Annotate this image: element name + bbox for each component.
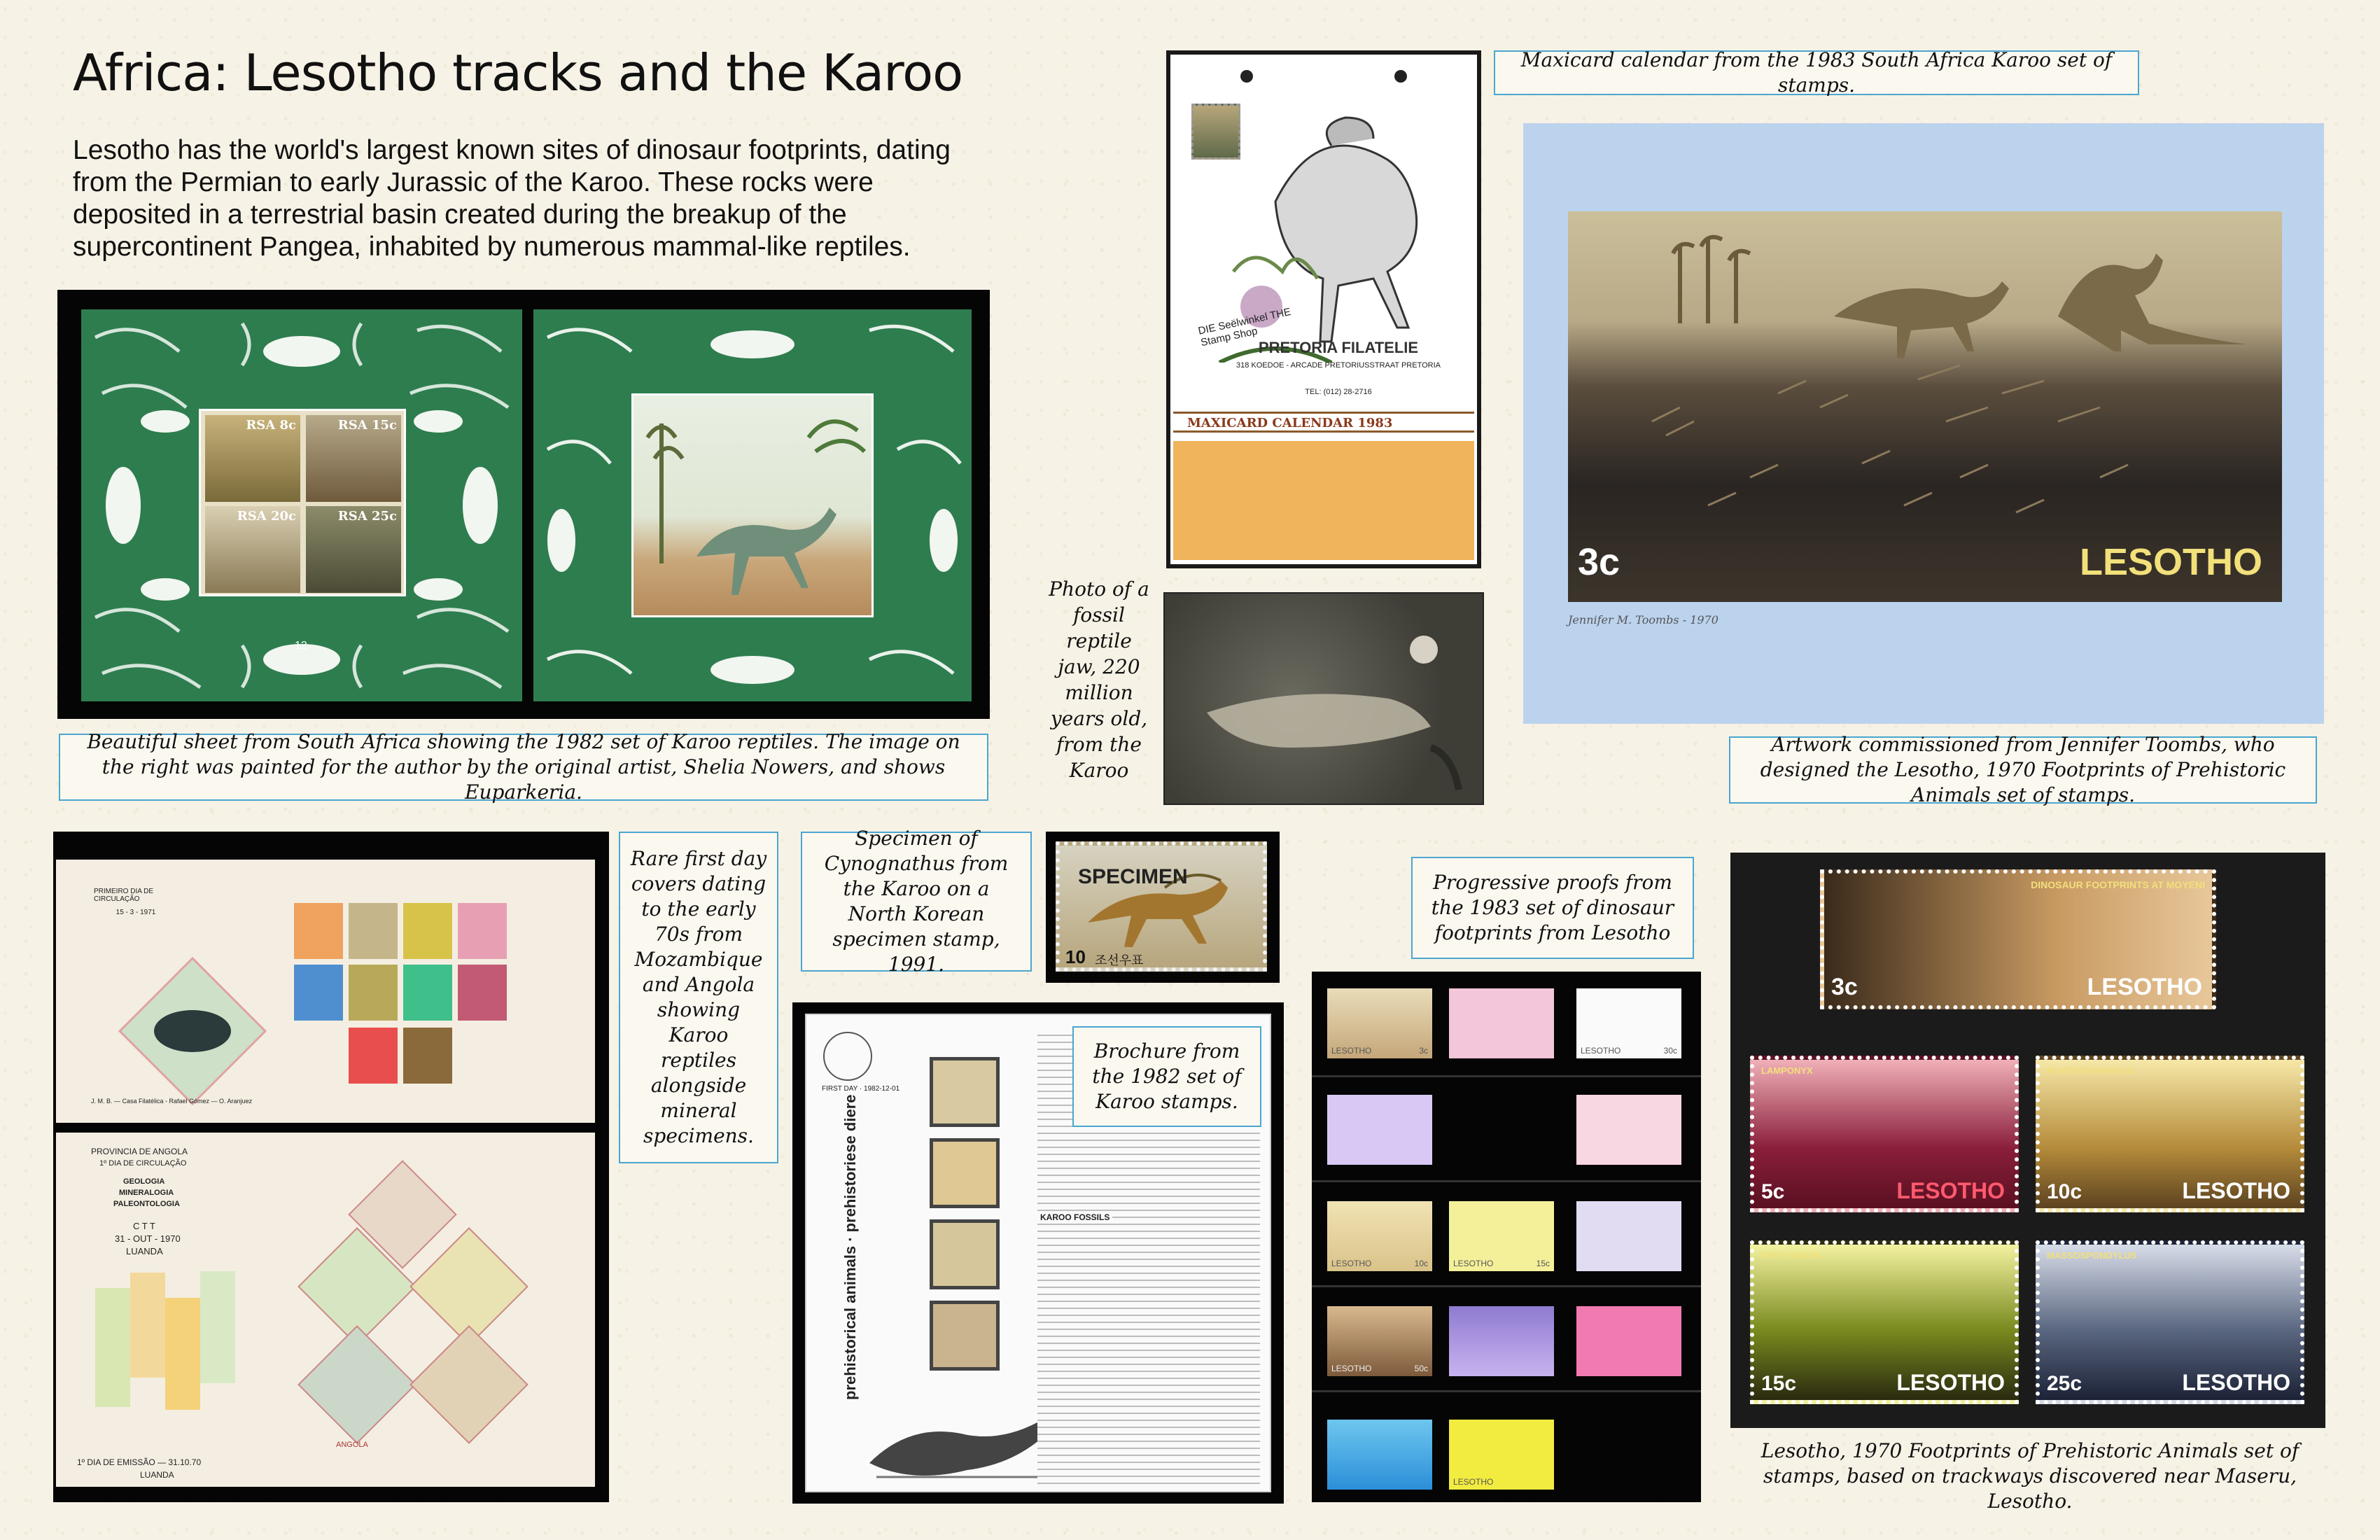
- proof-stamp: [1327, 1420, 1432, 1490]
- proof-stamp: [1327, 1095, 1432, 1165]
- sheet-stamp-block: [199, 409, 406, 596]
- proof-stamp: [1576, 1306, 1681, 1376]
- moz-stamp-7: [403, 965, 452, 1021]
- stamp-country: LESOTHO: [2182, 1370, 2290, 1395]
- angola-bar-2: [130, 1273, 165, 1378]
- artwork-design: [1568, 211, 2282, 602]
- proof-label: LESOTHO: [1331, 1259, 1372, 1268]
- moz-stamp-4: [458, 903, 507, 959]
- brochure-vertical-title: prehistorical animals · prehistoriese diere: [841, 1094, 859, 1400]
- proof-row-divider: [1312, 1285, 1701, 1287]
- lesotho-set-caption: Lesotho, 1970 Footprints of Prehistoric Animals set of stamps, based on trackways discovered near Maseru, Lesotho.: [1760, 1439, 2300, 1513]
- stamp-value: 15c: [1761, 1372, 1797, 1395]
- stamp-country: LESOTHO: [1896, 1370, 2005, 1395]
- sheet-stamp-25c: [306, 506, 401, 593]
- lesotho-stamp-5c: [1750, 1056, 2019, 1212]
- moz-stamp-2: [349, 903, 398, 959]
- maxicard-shop: DIE Seëlwinkel THE Stamp Shop: [1197, 305, 1292, 349]
- moz-stamp-6: [349, 965, 398, 1021]
- angola-footer: 1º DIA DE EMISSÃO — 31.10.70: [77, 1457, 202, 1467]
- angola-line6: C T T: [133, 1221, 155, 1231]
- stamp-value: 10c: [2047, 1180, 2082, 1203]
- proofs-caption: Progressive proofs from the 1983 set of dinosaur footprints from Lesotho: [1411, 857, 1694, 959]
- jaw-caption: Photo of a fossil reptile jaw, 220 million years old, from the Karoo: [1049, 578, 1149, 782]
- specimen-caption: Specimen of Cynognathus from the Karoo on a North Korean specimen stamp, 1991.: [801, 832, 1032, 972]
- stamp-name: PLATEOSAURAVUS: [2047, 1065, 2134, 1076]
- moz-cover-title: PRIMEIRO DIA DE CIRCULAÇÃO: [94, 888, 154, 903]
- specimen-stamp: [1056, 841, 1267, 972]
- specimen-stamp-panel: [1046, 832, 1280, 983]
- angola-line5: PALEONTOLOGIA: [113, 1200, 180, 1208]
- moz-stamp-1: [294, 903, 343, 959]
- angola-line1: PROVINCIA DE ANGOLA: [91, 1147, 188, 1156]
- covers-panel: [53, 832, 609, 1502]
- toombs-artwork: [1523, 123, 2324, 724]
- brochure-stamp-4: [930, 1301, 1000, 1371]
- calendar-hole-right: [1394, 70, 1407, 83]
- brochure-first-day-label: FIRST DAY · 1982-12-01: [822, 1085, 900, 1093]
- proof-row-divider: [1312, 1075, 1701, 1077]
- specimen-value: 10: [1065, 946, 1086, 967]
- stamp-name: MASSOSPONDYLUS: [2047, 1250, 2137, 1261]
- sheet-panel: [57, 290, 990, 719]
- proof-stamp: [1576, 988, 1681, 1058]
- proof-stamp: [1327, 1201, 1432, 1271]
- euparkeria-illustration: [634, 396, 876, 620]
- angola-bar-3: [165, 1298, 200, 1410]
- brochure-heading: KAROO FOSSILS: [1037, 1211, 1112, 1224]
- calendar-hole-left: [1240, 70, 1253, 83]
- sheet-stamp-label: RSA 20c: [237, 509, 296, 524]
- artwork-value: 3c: [1578, 541, 1620, 583]
- moz-stamp-8: [458, 965, 507, 1021]
- moz-stamp-5: [294, 965, 343, 1021]
- angola-bar-1: [95, 1288, 130, 1407]
- moz-cover-reptile: [154, 1010, 231, 1052]
- mozambique-cover: [56, 860, 595, 1123]
- proof-label: LESOTHO: [1331, 1364, 1372, 1373]
- stamp-value: 3c: [1831, 974, 1858, 1000]
- brochure-stamp-2: [930, 1138, 1000, 1208]
- angola-cover: [56, 1133, 595, 1487]
- angola-stamp-label: ANGOLA: [336, 1441, 368, 1449]
- maxicard-calendar: [1166, 50, 1481, 568]
- sheet-stamp-label: RSA 8c: [246, 418, 296, 433]
- angola-line3: GEOLOGIA: [123, 1177, 165, 1186]
- proof-stamp: [1576, 1095, 1681, 1165]
- proof-row-divider: [1312, 1180, 1701, 1182]
- fossil-jaw-photo: [1163, 592, 1484, 805]
- angola-diamond-4: [298, 1325, 416, 1444]
- proof-stamp: [1327, 988, 1432, 1058]
- cynognathus-illustration: [1060, 846, 1263, 967]
- brochure-stamp-3: [930, 1219, 1000, 1289]
- maxicard-calendar-title: MAXICARD CALENDAR 1983: [1173, 412, 1474, 433]
- stamp-name: LAMPONYX: [1761, 1065, 1813, 1076]
- maxicard-caption: Maxicard calendar from the 1983 South Africa Karoo set of stamps.: [1494, 50, 2139, 95]
- artwork-caption: Artwork commissioned from Jennifer Toombs, who designed the Lesotho, 1970 Footprints of Prehistoric Animals set of stamps.: [1729, 736, 2317, 804]
- specimen-overprint: SPECIMEN: [1078, 865, 1188, 888]
- page-title: Africa: Lesotho tracks and the Karoo: [73, 43, 963, 102]
- maxicard-shop-name: PRETORIA FILATELIE: [1258, 339, 1419, 356]
- proof-label: LESOTHO: [1581, 1046, 1621, 1056]
- artwork-country: LESOTHO: [2079, 541, 2262, 583]
- sheet-number: 12: [295, 640, 307, 652]
- sheet-stamp-8c: [205, 415, 300, 502]
- angola-line2: 1º DIA DE CIRCULAÇÃO: [99, 1159, 187, 1168]
- angola-line4: MINERALOGIA: [119, 1189, 174, 1197]
- miniature-sheet: [81, 309, 522, 701]
- proof-value: 30c: [1663, 1046, 1677, 1056]
- proof-value: 50c: [1414, 1364, 1428, 1373]
- moz-stamp-10: [349, 1028, 398, 1084]
- proof-value: 3c: [1419, 1046, 1428, 1056]
- lesotho-stamp-10c: [2036, 1056, 2304, 1212]
- brochure-stamp-1: [930, 1057, 1000, 1127]
- proof-stamp: [1449, 988, 1554, 1058]
- proof-stamp: [1449, 1306, 1554, 1376]
- lesotho-stamp-25c: [2036, 1240, 2304, 1404]
- artwork-signature: Jennifer M. Toombs - 1970: [1568, 613, 1718, 626]
- proof-label: LESOTHO: [1331, 1046, 1372, 1056]
- specimen-country: 조선우표: [1095, 953, 1144, 967]
- sheet-stamp-label: RSA 15c: [337, 418, 397, 433]
- stamp-name: DINOSAUR FOOTPRINTS AT MOYENI: [2031, 879, 2205, 890]
- angola-footer-city: LUANDA: [140, 1470, 174, 1480]
- moz-stamp-3: [403, 903, 452, 959]
- angola-bar-4: [200, 1271, 235, 1383]
- proof-stamp: [1449, 1201, 1554, 1271]
- proof-value: 10c: [1414, 1259, 1428, 1268]
- proof-stamp: [1449, 1420, 1554, 1490]
- sheet-stamp-20c: [205, 506, 300, 593]
- jaw-illustration: [1165, 594, 1485, 806]
- moz-stamp-9: [403, 1028, 452, 1084]
- sheet-stamp-15c: [306, 415, 401, 502]
- moz-cover-footer: J. M. B. — Casa Filatélica - Rafael Gómez — O. Aranjuez: [91, 1098, 253, 1105]
- stamp-name: TRITYLODON: [1761, 1250, 1821, 1261]
- sheet-caption: Beautiful sheet from South Africa showing the 1982 set of Karoo reptiles. The image on the right was painted for the author by the original artist, Shelia Nowers, and shows Euparkeria.: [59, 734, 988, 801]
- brochure-first-day-stamp: [823, 1032, 872, 1081]
- proof-label: LESOTHO: [1453, 1477, 1494, 1487]
- lesotho-set-panel: [1730, 853, 2325, 1428]
- painting-scene: [631, 393, 874, 617]
- stamp-country: LESOTHO: [2087, 974, 2202, 1000]
- stamp-country: LESOTHO: [1896, 1178, 2005, 1203]
- brochure-caption: Brochure from the 1982 set of Karoo stamps.: [1072, 1026, 1261, 1127]
- proof-stamp: [1327, 1306, 1432, 1376]
- euparkeria-painting: [533, 309, 972, 701]
- stamp-value: 25c: [2047, 1372, 2082, 1395]
- maxicard-tel: TEL: (012) 28-2716: [1305, 388, 1372, 396]
- proof-row-divider: [1312, 1390, 1701, 1392]
- lesotho-stamp-15c: [1750, 1240, 2019, 1404]
- maxicard-address: 318 KOEDOE - ARCADE PRETORIUSSTRAAT PRETORIA: [1236, 361, 1441, 370]
- stamp-value: 5c: [1761, 1180, 1785, 1203]
- intro-paragraph: Lesotho has the world's largest known sites of dinosaur footprints, dating from the Permian to early Jurassic of the Karoo. These rocks were deposited in a terrestrial basin created during the breakup of the supercontinent Pangea, inhabited by numerous mammal-like reptiles.: [73, 135, 951, 262]
- angola-diamond-5: [410, 1325, 528, 1444]
- proof-stamp: [1576, 1201, 1681, 1271]
- covers-caption: Rare first day covers dating to the early 70s from Mozambique and Angola showing Karoo reptiles alongside mineral specimens.: [619, 832, 778, 1163]
- maxicard-calendar-pad: [1173, 441, 1474, 560]
- moz-cover-date: 15 - 3 - 1971: [115, 909, 156, 916]
- proof-value: 15c: [1536, 1259, 1550, 1268]
- lesotho-stamp-3c: [1820, 869, 2216, 1009]
- angola-line7: 31 - OUT - 1970: [115, 1233, 181, 1244]
- proofs-panel: [1312, 972, 1701, 1502]
- sheet-stamp-label: RSA 25c: [337, 509, 397, 524]
- stamp-country: LESOTHO: [2182, 1178, 2290, 1203]
- angola-line8: LUANDA: [126, 1246, 163, 1256]
- proof-label: LESOTHO: [1453, 1259, 1494, 1268]
